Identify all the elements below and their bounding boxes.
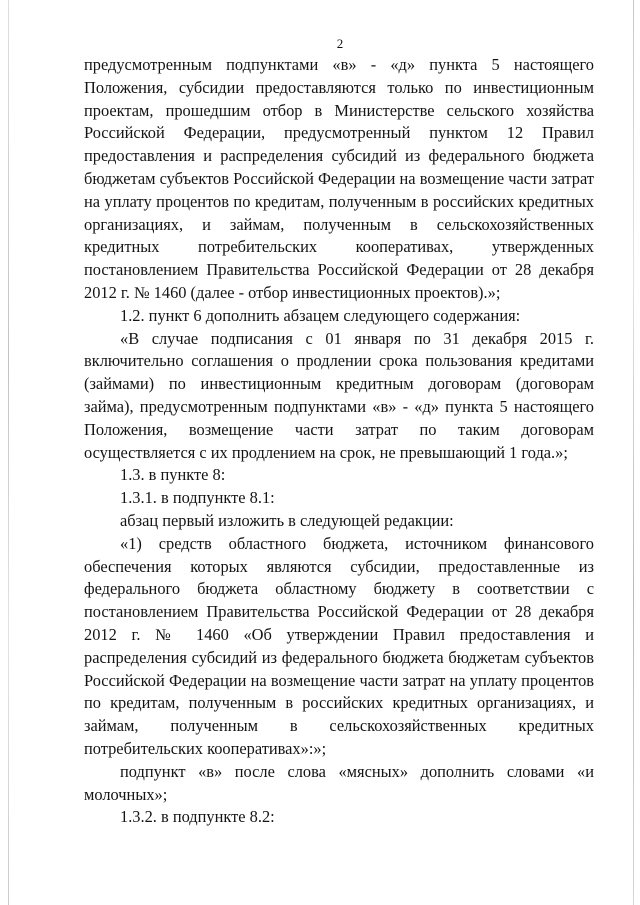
paragraph-item-1-3-1: 1.3.1. в подпункте 8.1: bbox=[120, 488, 275, 508]
paragraph-item-1-2: 1.2. пункт 6 дополнить абзацем следующего содержания: bbox=[120, 305, 521, 325]
page-number: 2 bbox=[336, 36, 344, 51]
paragraph-item-1-3: 1.3. в пункте 8: bbox=[120, 465, 226, 485]
document-body bbox=[84, 54, 594, 829]
paragraph-continuation: предусмотренным подпунктами «в» - «д» пункта 5 настоящего Положения, субсидии предоставляются только по инвестиционным проектам, прошедшим отбор в Министерстве сельского хозяйства Российской Федерации, предусмотренный пунктом 12 Правил предоставления и распределения субсидий из федерального бюджета бюджетам субъектов Российской Федерации на возмещение части затрат на уплату процентов по кредитам, полученным в российских кредитных организациях, и займам, полученным в сельскохозяйственных кредитных потребительских кооперативах, утвержденных постановлением Правительства Российской Федерации от 28 декабря 2012 г. № 1460 (далее - отбор инвестиционных проектов).»; bbox=[84, 55, 594, 302]
paragraph-first-abzac: абзац первый изложить в следующей редакции: bbox=[120, 510, 454, 530]
paragraph-subitem-v: подпункт «в» после слова «мясных» дополнить словами «и молочных»; bbox=[84, 761, 594, 804]
scan-edge-left bbox=[8, 0, 9, 905]
paragraph-quoted-funding: «1) средств областного бюджета, источником финансового обеспечения которых являются субсидии, предоставленные из федерального бюджета областному бюджету в соответствии с постановлением Правительства Российской Федерации от 28 декабря 2012 г. № 1460 «Об утверждении Правил предоставления и распределения субсидий из федерального бюджета бюджетам субъектов Российской Федерации на возмещение части затрат на уплату процентов по кредитам, полученным в российских кредитных организациях, и займам, полученным в сельскохозяйственных кредитных потребительских кооперативах»:»; bbox=[84, 533, 594, 758]
scan-edge-right bbox=[633, 0, 634, 905]
paragraph-quoted-addition: «В случае подписания с 01 января по 31 декабря 2015 г. включительно соглашения о продлении срока пользования кредитами (займами) по инвестиционным кредитным договорам (договорам займа), предусмотренным подпунктами «в» - «д» пункта 5 настоящего Положения, возмещение части затрат по таким договорам осуществляется с их продлением на срок, не превышающий 1 года.»; bbox=[84, 328, 594, 462]
paragraph-item-1-3-2: 1.3.2. в подпункте 8.2: bbox=[120, 807, 275, 827]
